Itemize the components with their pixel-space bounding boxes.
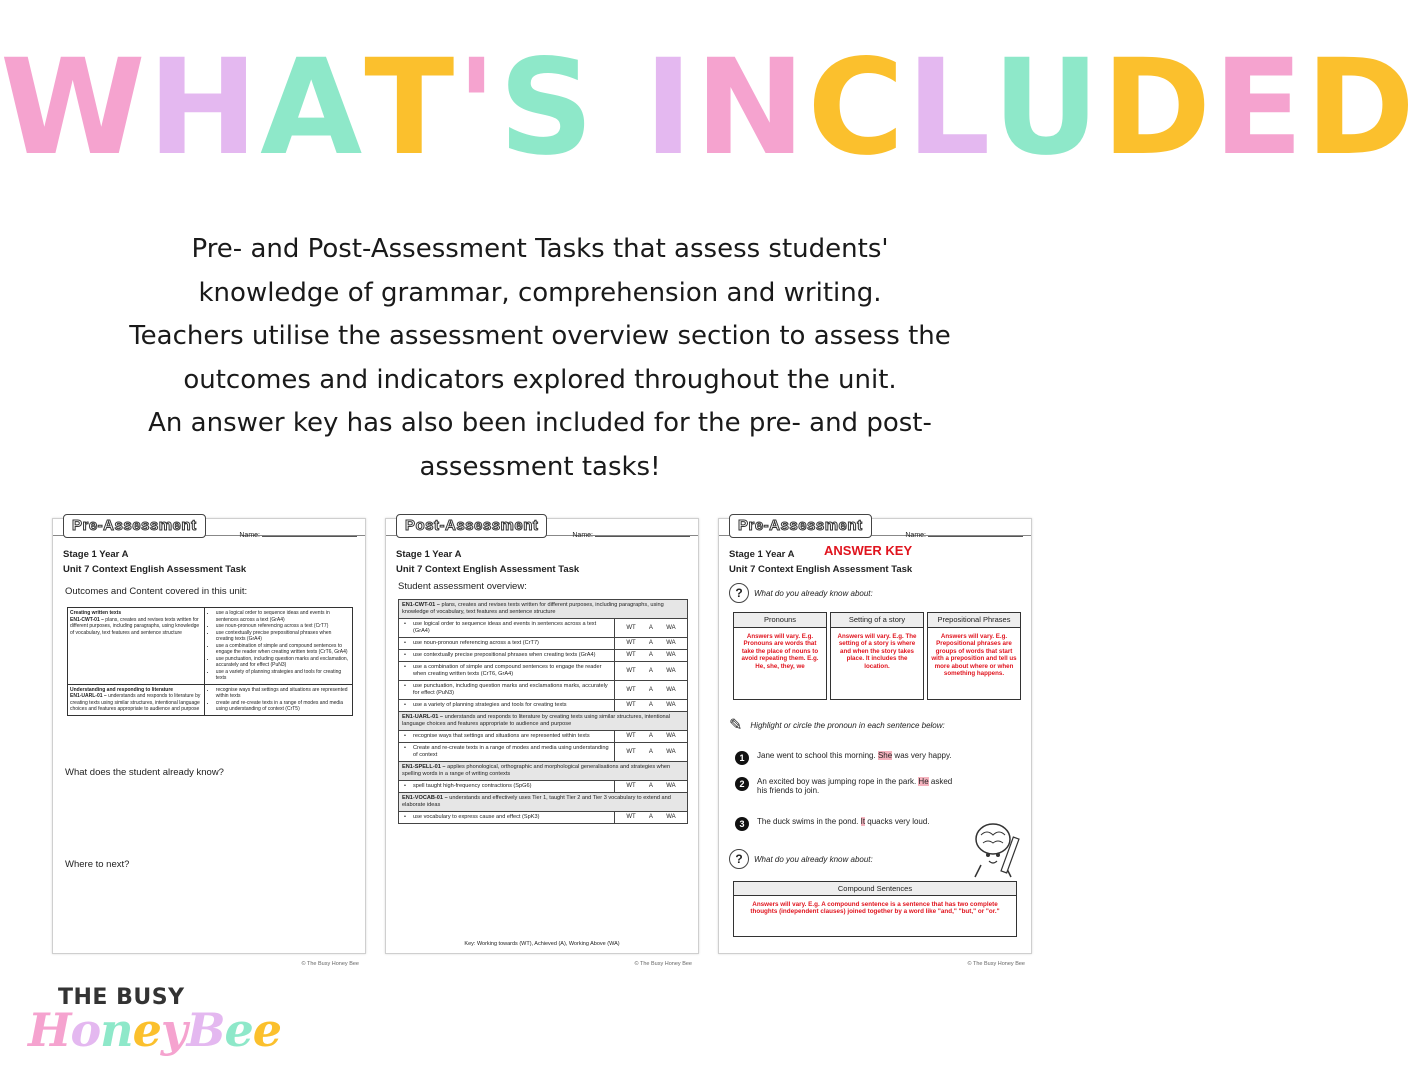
title-letter: U bbox=[992, 31, 1102, 185]
description-line: outcomes and indicators explored throughout the unit. bbox=[183, 364, 897, 395]
assessment-overview-table: EN1-CWT-01 – plans, creates and revises texts written for different purposes, including paragraphs, using knowledge of vocabulary, text features and sentence structure • use logical order to sequence ideas and events in sentences across a text (GrA4) WT A WA • use noun-pronoun referencing across a text (CrT7) WT A WA • use contextually precise prepositional phrases when creating texts (GrA4) WT A WA • use a combination of simple and compound sentences to engage the reader when creating written texts (CrT6, GrA4) WT A WA • use punctuation, including question marks and exclamations marks, accurately for effect (PuN3) WT A WA • use a variety of planning strategies and tools for creating texts WT A WA EN1-UARL-01 – understands and responds to literature by creating texts using similar structures, intentional language choices and features appropriate to audience and purpose • recognise ways that settings and situations are represented within texts WT A WA • Create and re-create texts in a range of modes and media using understanding of context WT A WA EN1-SPELL-01 – applies phonological, orthographic and morphological generalisations and strategies when spelling words in a range of writing contexts • spell taught high-frequency contractions (SpG6) WT A WA EN1-VOCAB-01 – understands and effectively uses Tier 1, taught Tier 2 and Tier 3 vocabulary to extend and elaborate ideas • use vocabulary to express cause and effect (SpK3) WT A WA bbox=[398, 599, 688, 824]
copyright: © The Busy Honey Bee bbox=[967, 961, 1025, 967]
description-line: An answer key has also been included for the pre- and post- bbox=[148, 408, 932, 438]
title-letter: T bbox=[364, 31, 457, 185]
stage-label: Stage 1 Year A bbox=[396, 549, 462, 560]
sentence-row: 2 An excited boy was jumping rope in the park. He asked his friends to join. bbox=[735, 777, 955, 795]
logo-letter: y bbox=[160, 1003, 187, 1057]
page-title bbox=[0, 28, 1417, 188]
logo-letter: n bbox=[100, 1003, 133, 1057]
logo-letter: B bbox=[186, 1003, 225, 1057]
name-field: Name: bbox=[239, 532, 357, 539]
marks-key: Key: Working towards (WT), Achieved (A), Working Above (WA) bbox=[464, 941, 620, 947]
title-letter: W bbox=[0, 31, 148, 185]
unit-label: Unit 7 Context English Assessment Task bbox=[396, 564, 580, 575]
title-letter: E bbox=[1213, 31, 1306, 185]
title-letter: H bbox=[147, 31, 261, 185]
sentence-row: 3 The duck swims in the pond. It quacks very loud. bbox=[735, 817, 930, 831]
logo-letter: e bbox=[252, 1003, 282, 1057]
description-line: Pre- and Post-Assessment Tasks that assess students' bbox=[191, 234, 889, 264]
title-letter: D bbox=[1101, 31, 1214, 185]
title-letter: D bbox=[1305, 31, 1417, 185]
unit-label: Unit 7 Context English Assessment Task bbox=[63, 564, 247, 575]
page-tab: Post-Assessment bbox=[396, 514, 547, 538]
stage-label: Stage 1 Year A bbox=[63, 549, 129, 560]
title-letter: A bbox=[260, 31, 365, 185]
title-letter: C bbox=[807, 31, 907, 185]
already-know-heading: What does the student already know? bbox=[65, 767, 224, 778]
answer-key-label: ANSWER KEY bbox=[824, 543, 913, 558]
outcomes-table: Creating written texts EN1-CWT-01 – plans, creates and revises texts written for different purposes, including paragraphs, using knowledge of vocabulary, text features and sentence structure • use a logical order to sequence ideas and events in sentences across a text (GrA4) • use noun-pronoun referencing across a text (CrT7) • use contextually precise prepositional phrases when creating texts (GrA4) • use a combination of simple and compound sentences to engage the reader when creating written texts (CrT6, GrA4) • use punctuation, including question marks and exclamation, accurately and for effect (PuN3) • use a variety of planning strategies and tools for creating texts Understanding and responding to literature EN1-UARL-01 – understands and responds to literature by creating texts using similar structures, intentional language choices and features appropriate to audience and purpose • recognise ways that settings and situations are represented within texts • create and re-create texts in a range of modes and media using understanding of context (CrT5) bbox=[67, 607, 353, 716]
page-tab: Pre-Assessment bbox=[63, 514, 206, 538]
question-icon: ? bbox=[729, 849, 749, 869]
prompt-row: ? What do you already know about: bbox=[729, 583, 873, 603]
title-letter bbox=[596, 28, 644, 188]
stage-label: Stage 1 Year A bbox=[729, 549, 795, 560]
highlight-prompt: ✎ Highlight or circle the pronoun in each sentence below: bbox=[729, 717, 945, 734]
question-icon: ? bbox=[729, 583, 749, 603]
logo-top-text: THE BUSY bbox=[58, 985, 185, 1010]
copyright: © The Busy Honey Bee bbox=[301, 961, 359, 967]
brand-logo bbox=[28, 985, 282, 1065]
answer-key-page bbox=[718, 517, 1032, 967]
compound-sentences-box: Compound Sentences Answers will vary. E.g. A compound sentence is a sentence that has two complete thoughts (independent clauses) joined together by a word like "and," "but," or "or." bbox=[733, 881, 1017, 937]
description bbox=[40, 228, 1040, 489]
logo-letter: H bbox=[28, 1003, 71, 1057]
pencil-icon: ✎ bbox=[729, 717, 743, 734]
brain-mascot-icon bbox=[967, 819, 1025, 881]
logo-letter: e bbox=[224, 1003, 253, 1057]
answer-box: Prepositional Phrases Answers will vary. E.g. Prepositional phrases are groups of words that start with a preposition and tell us more about where or when something happens. bbox=[927, 612, 1021, 700]
pre-assessment-page bbox=[52, 517, 366, 967]
prompt-row: ? What do you already know about: bbox=[729, 849, 873, 869]
unit-label: Unit 7 Context English Assessment Task bbox=[729, 564, 913, 575]
copyright: © The Busy Honey Bee bbox=[634, 961, 692, 967]
title-letter: ' bbox=[456, 31, 499, 185]
name-field: Name: bbox=[905, 532, 1023, 539]
logo-letter: o bbox=[70, 1003, 101, 1057]
name-field: Name: bbox=[572, 532, 690, 539]
page-tab: Pre-Assessment bbox=[729, 514, 872, 538]
next-heading: Where to next? bbox=[65, 859, 130, 870]
title-letter: N bbox=[694, 31, 808, 185]
logo-bottom-text bbox=[28, 1003, 281, 1057]
title-letter: I bbox=[643, 31, 695, 185]
title-letter: S bbox=[498, 31, 596, 185]
overview-heading: Student assessment overview: bbox=[398, 581, 527, 592]
answer-box: Setting of a story Answers will vary. E.g. The setting of a story is where and when the story takes place. It includes the location. bbox=[830, 612, 924, 700]
logo-letter: e bbox=[132, 1003, 161, 1057]
description-line: knowledge of grammar, comprehension and writing. bbox=[198, 277, 882, 308]
description-line: assessment tasks! bbox=[419, 451, 661, 482]
post-assessment-page bbox=[385, 517, 699, 967]
outcomes-heading: Outcomes and Content covered in this unit: bbox=[65, 586, 248, 597]
title-letter: L bbox=[906, 31, 993, 185]
answer-box: Pronouns Answers will vary. E.g. Pronouns are words that take the place of nouns to avoid repeating them. E.g. He, she, they, we bbox=[733, 612, 827, 700]
description-line: Teachers utilise the assessment overview section to assess the bbox=[129, 321, 951, 351]
sentence-row: 1 Jane went to school this morning. She was very happy. bbox=[735, 751, 952, 765]
